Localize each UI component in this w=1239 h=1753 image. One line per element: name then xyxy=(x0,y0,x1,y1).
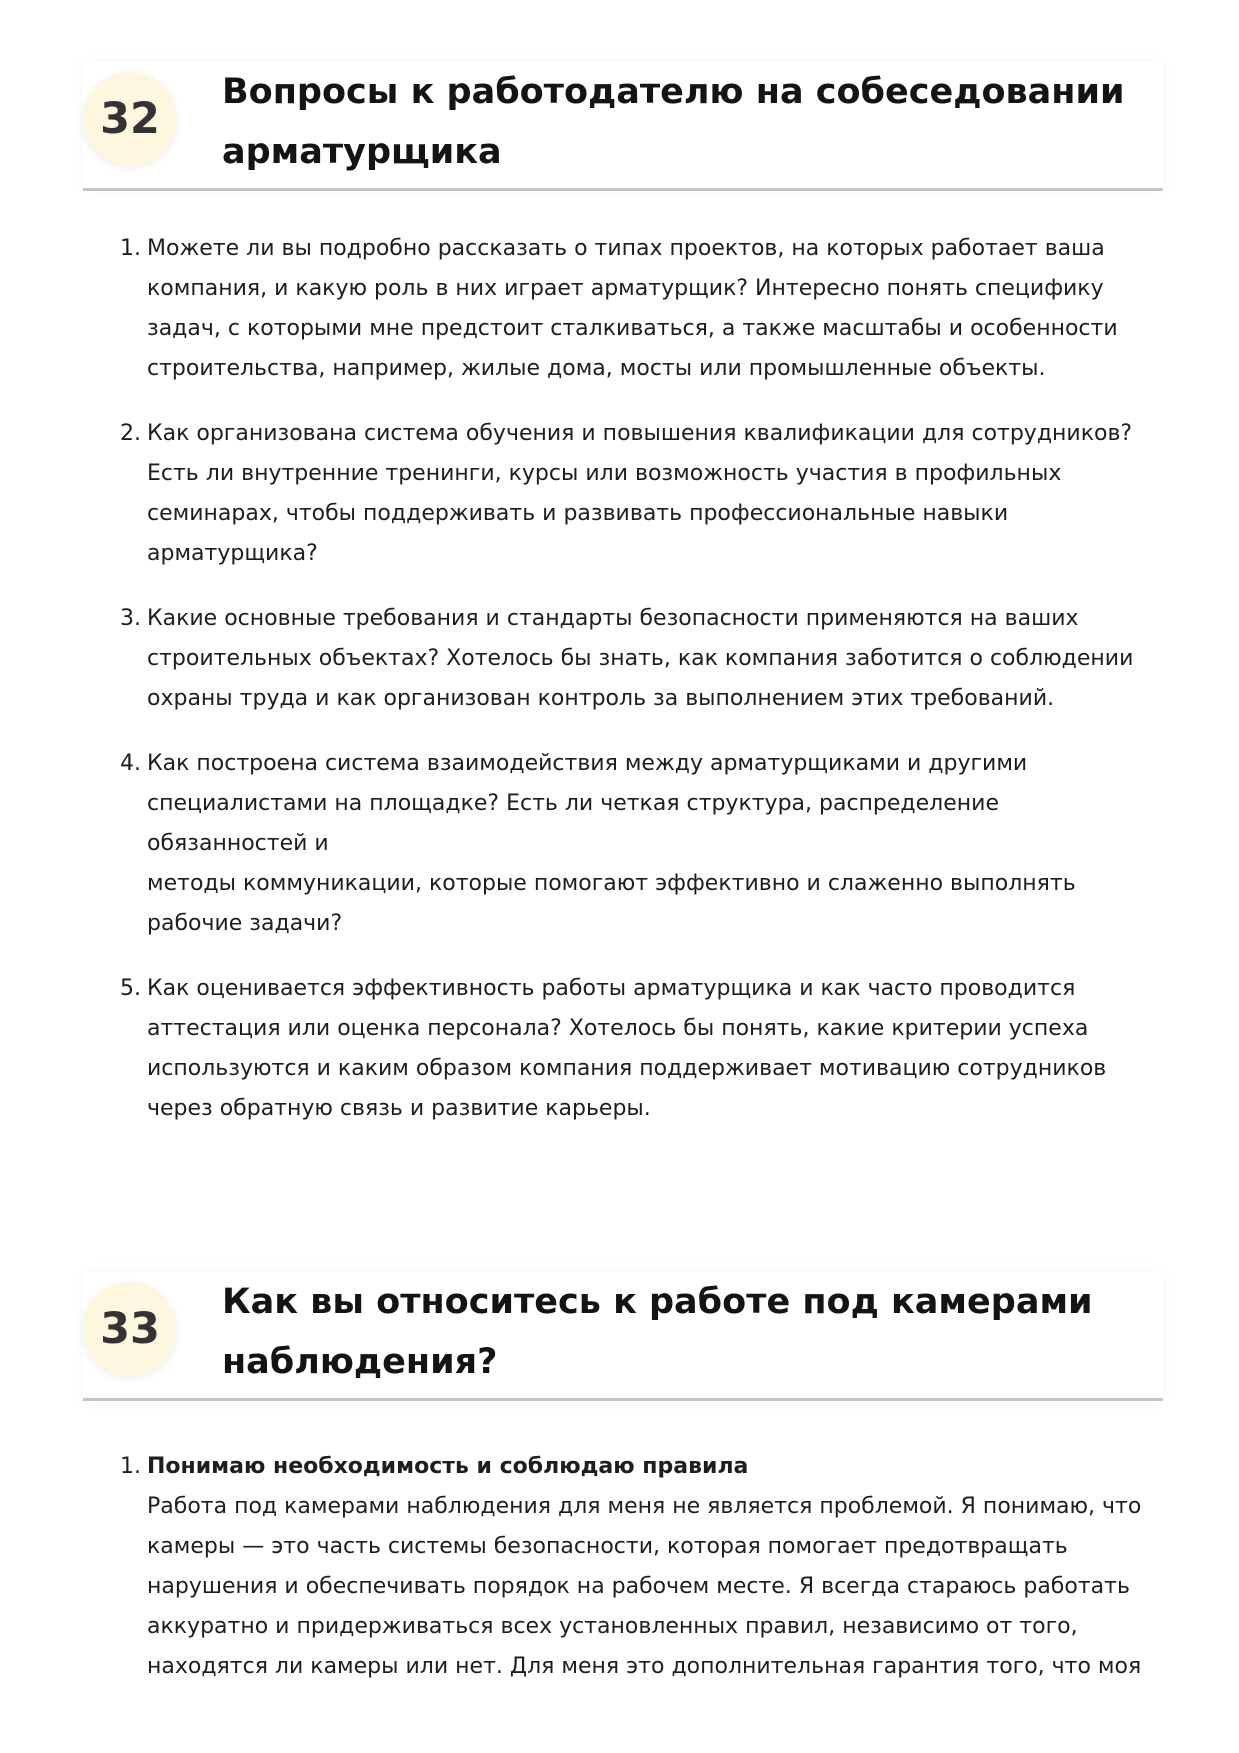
list-item-number: 5. xyxy=(120,976,141,1001)
list-item-text-line: аккуратно и придерживаться всех установленных правил, независимо от того, xyxy=(147,1614,1078,1639)
list-item-text-line: через обратную связь и развитие карьеры. xyxy=(147,1096,651,1121)
list-item xyxy=(0,744,1160,944)
list-item-text-line: Как оценивается эффективность работы арматурщика и как часто проводится xyxy=(147,976,1076,1001)
list-item-title: Понимаю необходимость и соблюдаю правила xyxy=(147,1454,749,1479)
list-item-text-line: Работа под камерами наблюдения для меня не является проблемой. Я понимаю, что xyxy=(147,1494,1142,1519)
questions-list xyxy=(0,229,1160,1154)
list-item-text-line: арматурщика? xyxy=(147,541,318,566)
list-item xyxy=(0,1447,1160,1687)
list-item-text-line: семинарах, чтобы поддерживать и развивать профессиональные навыки xyxy=(147,501,1009,526)
section-title xyxy=(222,62,1142,182)
list-item-text-line: методы коммуникации, которые помогают эффективно и слаженно выполнять xyxy=(147,871,1076,896)
list-item xyxy=(0,414,1160,574)
list-item-text-line: Как организована система обучения и повышения квалификации для сотрудников? xyxy=(147,421,1133,446)
answers-list xyxy=(0,1447,1160,1687)
list-item-number: 4. xyxy=(120,751,141,776)
list-item-text-line: Как построена система взаимодействия между арматурщиками и другими xyxy=(147,751,1028,776)
list-item-number: 3. xyxy=(120,606,141,631)
list-item-text-line: охраны труда и как организован контроль за выполнением этих требований. xyxy=(147,686,1055,711)
section-number-badge: 32 xyxy=(83,72,177,166)
list-item-text-line: нарушения и обеспечивать порядок на рабочем месте. Я всегда стараюсь работать xyxy=(147,1574,1130,1599)
section-number-badge: 33 xyxy=(83,1282,177,1376)
list-item-text-line: задач, с которыми мне предстоит сталкиваться, а также масштабы и особенности xyxy=(147,316,1118,341)
list-item xyxy=(0,969,1160,1129)
list-item-text-line: специалистами на площадке? Есть ли четкая структура, распределение обязанностей и xyxy=(147,791,999,856)
section-title-line: арматурщика xyxy=(222,132,502,172)
list-item-text-line: строительных объектах? Хотелось бы знать, как компания заботится о соблюдении xyxy=(147,646,1134,671)
section-title-line: наблюдения? xyxy=(222,1342,498,1382)
list-item xyxy=(0,229,1160,389)
section-title-line: Как вы относитесь к работе под камерами xyxy=(222,1282,1093,1322)
list-item-text-line: компания, и какую роль в них играет арматурщик? Интересно понять специфику xyxy=(147,276,1104,301)
section-title-line: Вопросы к работодателю на собеседовании xyxy=(222,72,1125,112)
list-item-text-line: используются и каким образом компания поддерживает мотивацию сотрудников xyxy=(147,1056,1107,1081)
list-item-text-line: строительства, например, жилые дома, мосты или промышленные объекты. xyxy=(147,356,1046,381)
section-header-32 xyxy=(83,62,1163,191)
list-item-number: 2. xyxy=(120,421,141,446)
list-item-text-line: Можете ли вы подробно рассказать о типах проектов, на которых работает ваша xyxy=(147,236,1105,261)
list-item-text-line: аттестация или оценка персонала? Хотелось бы понять, какие критерии успеха xyxy=(147,1016,1089,1041)
list-item-text-line: Есть ли внутренние тренинги, курсы или возможность участия в профильных xyxy=(147,461,1062,486)
list-item-text-line: рабочие задачи? xyxy=(147,911,343,936)
list-item-number: 1. xyxy=(120,236,141,261)
list-item-number: 1. xyxy=(120,1454,141,1479)
list-item-text-line: камеры — это часть системы безопасности, которая помогает предотвращать xyxy=(147,1534,1068,1559)
list-item-text-line: находятся ли камеры или нет. Для меня это дополнительная гарантия того, что моя xyxy=(147,1654,1142,1679)
section-title xyxy=(222,1272,1142,1392)
list-item xyxy=(0,599,1160,719)
list-item-text-line: Какие основные требования и стандарты безопасности применяются на ваших xyxy=(147,606,1079,631)
section-header-33 xyxy=(83,1272,1163,1401)
